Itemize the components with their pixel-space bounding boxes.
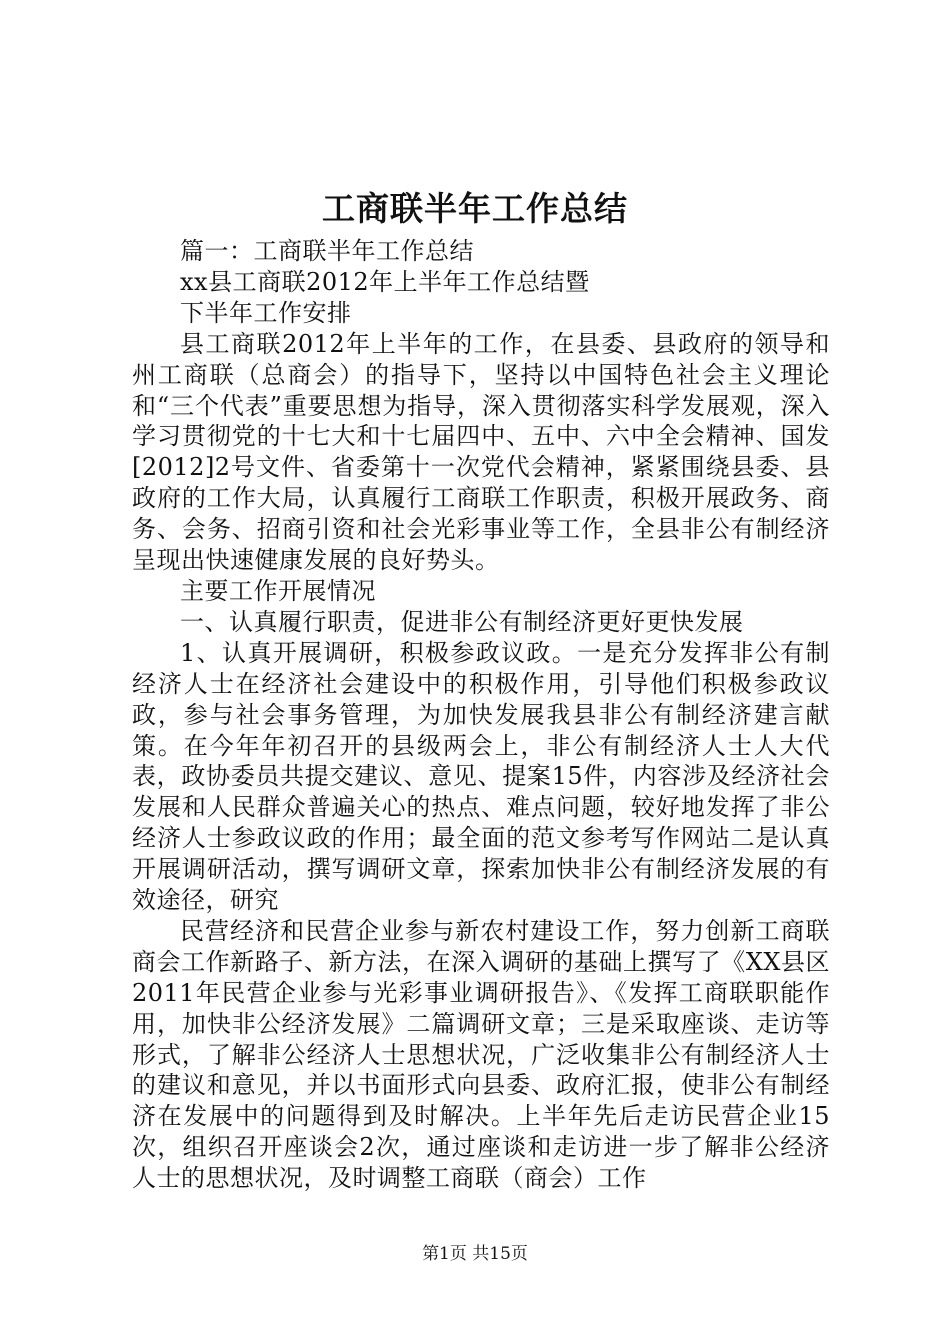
paragraph-intro: 县工商联2012年上半年的工作，在县委、县政府的领导和州工商联（总商会）的指导下，坚持以中国特色社会主义理论和“三个代表”重要思想为指导，深入贯彻落实科学发展观，深入学习贯彻党的十七大和十七届四中、五中、六中全会精神、国发[2012]2号文件、省委第十一次党代会精神，紧紧围绕县委、县政府的工作大局，认真履行工商联工作职责，积极开展政务、商务、会务、招商引资和社会光彩事业等工作，全县非公有制经济呈现出快速健康发展的良好势头。 (132, 329, 830, 575)
page-footer: 第1页 共15页 (422, 1244, 528, 1264)
paragraph-item-one-heading: 一、认真履行职责，促进非公有制经济更好更快发展 (180, 607, 744, 636)
document-body (132, 236, 830, 1194)
document-title: 工商联半年工作总结 (322, 189, 628, 228)
paragraph-research: 1、认真开展调研，积极参政议政。一是充分发挥非公有制经济人士在经济社会建设中的积极作用，引导他们积极参政议政，参与社会事务管理，为加快发展我县非公有制经济建言献策。在今年年初召开的县级两会上，非公有制经济人士人大代表，政协委员共提交建议、意见、提案15件，内容涉及经济社会发展和人民群众普遍关心的热点、难点问题，较好地发挥了非公经济人士参政议政的作用；最全面的范文参考写作网站二是认真开展调研活动，撰写调研文章，探索加快非公有制经济发展的有效途径，研究 (132, 638, 830, 915)
paragraph-report-subtitle: 下半年工作安排 (180, 298, 352, 327)
paragraph-report-title: xx县工商联2012年上半年工作总结暨 (180, 267, 590, 296)
paragraph-main-work-heading: 主要工作开展情况 (180, 576, 376, 605)
paragraph-section-heading: 篇一：工商联半年工作总结 (180, 237, 474, 265)
paragraph-private-economy: 民营经济和民营企业参与新农村建设工作，努力创新工商联商会工作新路子、新方法，在深入调研的基础上撰写了《XX县区2011年民营企业参与光彩事业调研报告》、《发挥工商联职能作用，加快非公经济发展》二篇调研文章；三是采取座谈、走访等形式，了解非公经济人士思想状况，广泛收集非公有制经济人士的建议和意见，并以书面形式向县委、政府汇报，使非公有制经济在发展中的问题得到及时解决。上半年先后走访民营企业15次，组织召开座谈会2次，通过座谈和走访进一步了解非公经济人士的思想状况，及时调整工商联（商会）工作 (132, 916, 830, 1193)
